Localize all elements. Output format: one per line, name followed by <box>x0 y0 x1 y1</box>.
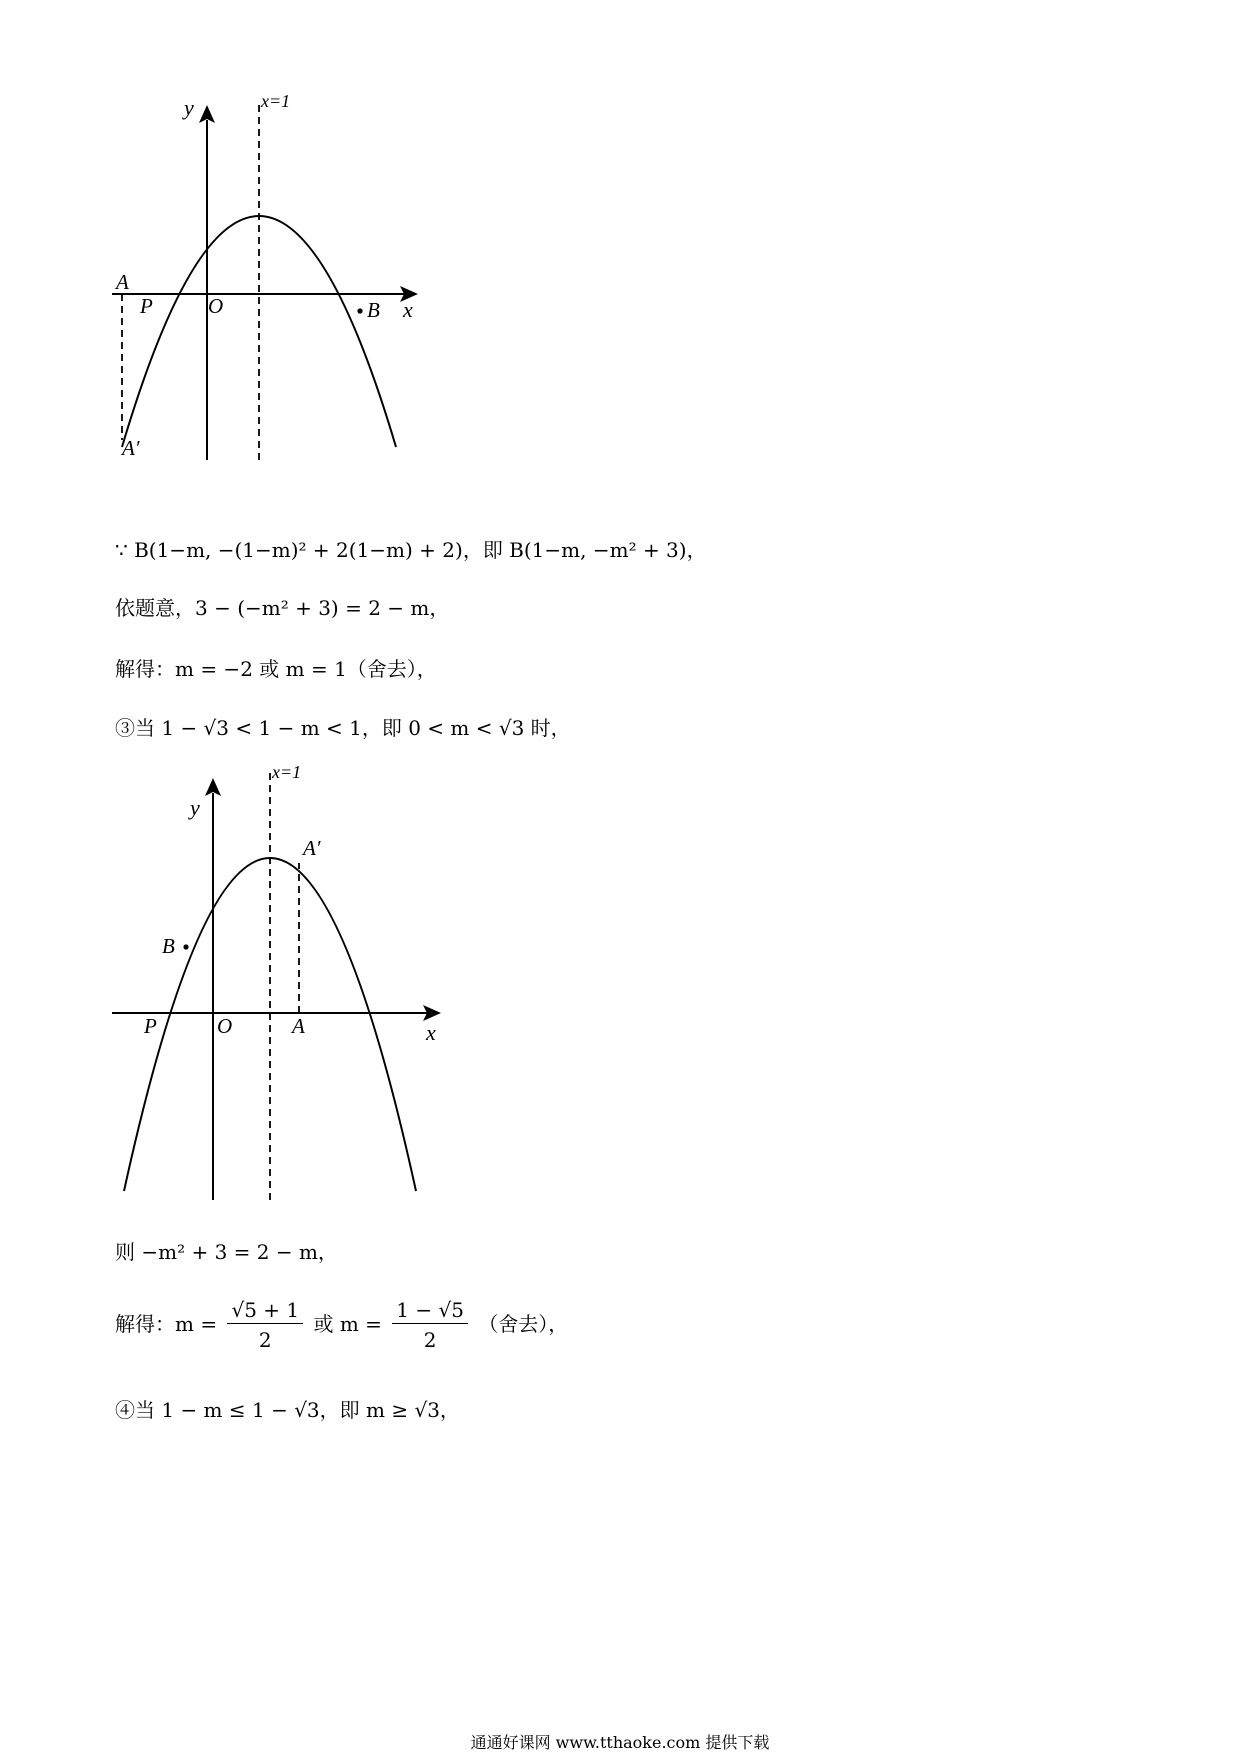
point-a-label: A <box>116 270 129 294</box>
y-axis-label: y <box>184 95 194 120</box>
point-b-label: B <box>367 298 380 322</box>
fraction-2-numerator: 1 − √5 <box>392 1300 468 1324</box>
x-axis-label: x <box>403 297 413 322</box>
solution-line-5 <box>115 1242 338 1262</box>
figure-1-graph <box>100 85 480 525</box>
fraction-1-numerator: √5 + 1 <box>227 1300 303 1324</box>
point-a-label: A <box>292 1014 305 1038</box>
symmetry-line-label: x=1 <box>261 91 291 111</box>
y-axis-label: y <box>190 795 200 820</box>
fraction-2-denominator: 2 <box>423 1328 437 1352</box>
solution-line-6 <box>115 1300 568 1350</box>
figure-2-graph <box>100 765 520 1215</box>
line-2-text: 依题意，3 − (−m² + 3) = 2 − m， <box>115 596 450 620</box>
point-p-label: P <box>140 294 153 318</box>
solution-line-7 <box>115 1400 460 1420</box>
page-footer: 通通好课网 www.tthaoke.com 提供下载 <box>470 1733 770 1752</box>
line-6-middle: 或 m = <box>313 1311 382 1336</box>
point-b-label: B <box>162 934 175 958</box>
origin-label: O <box>217 1014 233 1038</box>
line-6-prefix: 解得：m = <box>115 1311 218 1336</box>
origin-label: O <box>208 294 224 318</box>
point-p-label: P <box>144 1014 157 1038</box>
symmetry-line-label: x=1 <box>272 765 302 782</box>
fraction-1-denominator: 2 <box>258 1328 272 1352</box>
point-b-dot <box>357 308 362 313</box>
fraction-2 <box>392 1300 468 1350</box>
solution-line-1 <box>115 540 707 560</box>
solution-line-4 <box>115 718 571 738</box>
solution-line-2 <box>115 598 449 618</box>
line-1-text: ∵ B(1−m, −(1−m)² + 2(1−m) + 2)，即 B(1−m, −m² + 3)， <box>115 538 707 562</box>
line-4-text: ③当 1 − √3 < 1 − m < 1，即 0 < m < √3 时， <box>115 716 571 740</box>
point-a-prime-label: A′ <box>303 836 321 860</box>
line-5-text: 则 −m² + 3 = 2 − m， <box>115 1240 338 1264</box>
line-3-text: 解得：m = −2 或 m = 1（舍去）， <box>115 657 437 681</box>
point-a-prime-label: A′ <box>122 436 140 460</box>
point-b-dot <box>183 944 188 949</box>
solution-line-3 <box>115 659 437 679</box>
fraction-1 <box>227 1300 303 1350</box>
x-axis-label: x <box>426 1020 436 1045</box>
line-6-suffix: （舍去）， <box>478 1311 569 1336</box>
line-7-text: ④当 1 − m ≤ 1 − √3，即 m ≥ √3， <box>115 1398 460 1422</box>
